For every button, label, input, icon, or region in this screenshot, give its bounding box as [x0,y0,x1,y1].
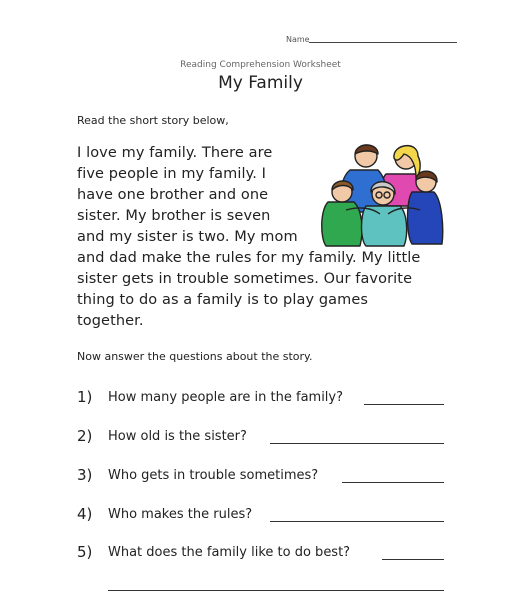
story-line: thing to do as a family is to play games [77,292,369,308]
question-number: 3) [77,466,93,484]
name-label: Name [286,35,310,44]
answer-line[interactable] [270,521,444,522]
page-title: My Family [218,73,303,93]
story-line: I love my family. There are [77,145,273,161]
story-line: and my sister is two. My mom [77,229,298,245]
question-number: 4) [77,505,93,523]
question-text: How many people are in the family? [108,390,344,405]
question-text: What does the family like to do best? [108,545,351,560]
answer-line[interactable] [364,404,444,405]
name-field-line[interactable] [309,42,457,43]
answer-line[interactable] [270,443,444,444]
questions-instruction: Now answer the questions about the story. [77,350,313,363]
answer-line[interactable] [342,482,444,483]
question-number: 2) [77,427,93,445]
question-text: Who makes the rules? [108,507,253,522]
story-line: sister. My brother is seven [77,208,271,224]
story-line: have one brother and one [77,187,269,203]
question-text: How old is the sister? [108,429,247,444]
question-text: Who gets in trouble sometimes? [108,468,319,483]
answer-line[interactable] [382,559,444,560]
story-line: sister gets in trouble sometimes. Our favorite [77,271,413,287]
story-line: and dad make the rules for my family. My little [77,250,421,266]
question-number: 1) [77,388,93,406]
story-line: together. [77,313,144,329]
worksheet-subtitle: Reading Comprehension Worksheet [180,60,341,70]
family-illustration [320,140,444,248]
story-line: five people in my family. I [77,166,267,182]
story-instruction: Read the short story below, [77,114,229,127]
question-number: 5) [77,543,93,561]
answer-line[interactable] [108,590,444,591]
